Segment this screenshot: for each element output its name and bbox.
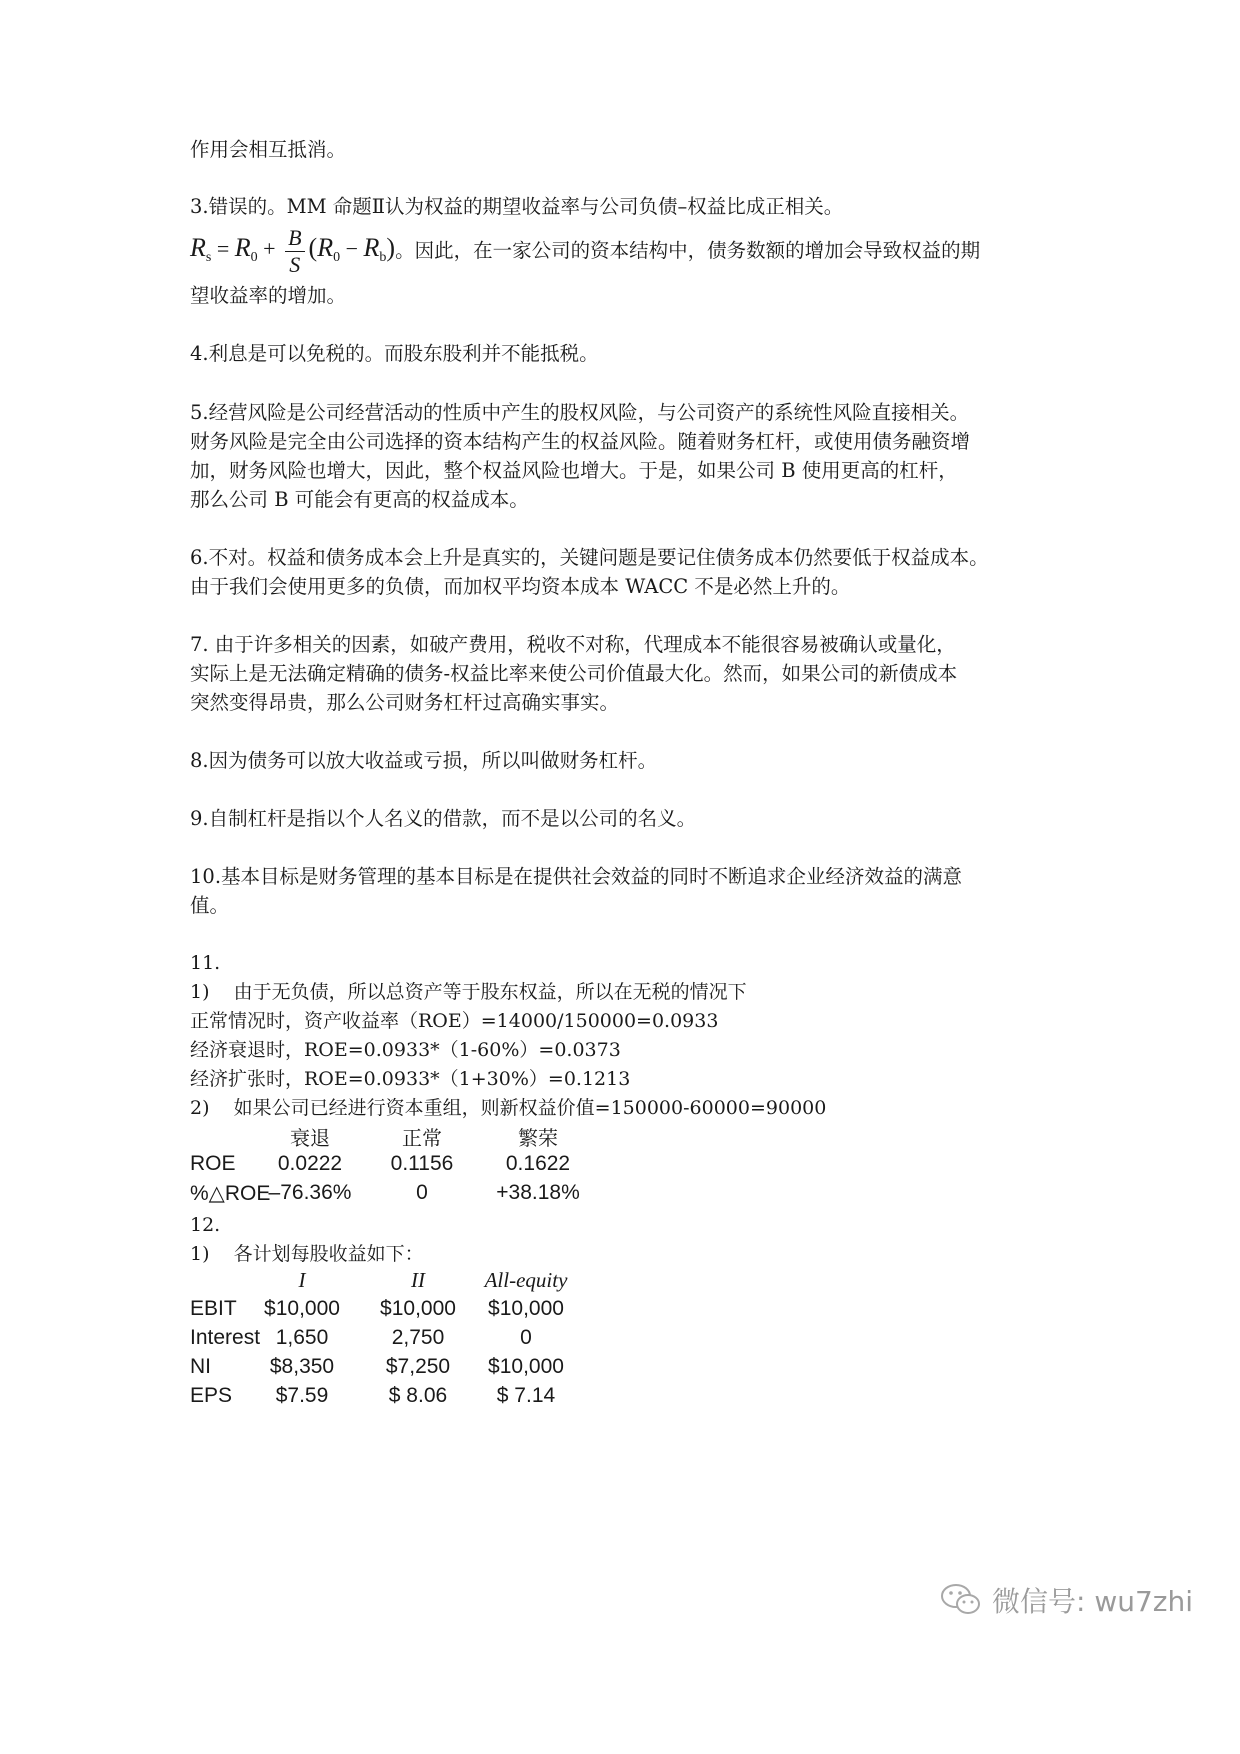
row-label: NI: [190, 1355, 211, 1378]
column-header: 衰退: [290, 1126, 330, 1150]
table-cell: $10,000: [488, 1297, 564, 1320]
answer-3-line-3: 望收益率的增加。: [190, 284, 347, 307]
watermark: [940, 1580, 1193, 1620]
answer-11-item-1: 1) 由于无负债，所以总资产等于股东权益，所以在无税的情况下: [190, 981, 747, 1003]
answer-9: 9.自制杠杆是指以个人名义的借款，而不是以公司的名义。: [190, 807, 697, 830]
table-cell: 0: [416, 1181, 428, 1204]
answer-11-normal: 正常情况时，资产收益率（ROE）=14000/150000=0.0933: [190, 1010, 719, 1032]
row-label: EPS: [190, 1384, 233, 1407]
answer-3-line-1: 3.错误的。MM 命题Ⅱ认为权益的期望收益率与公司负债–权益比成正相关。: [190, 195, 844, 218]
answer-3-line-2-text: 。因此，在一家公司的资本结构中，债务数额的增加会导致权益的期: [395, 239, 981, 262]
answer-12-heading: 12.: [190, 1214, 221, 1236]
row-label: Interest: [190, 1326, 261, 1349]
column-header: All-equity: [484, 1268, 568, 1292]
row-label: ROE: [190, 1152, 236, 1175]
answer-10-line-2: 值。: [190, 894, 230, 917]
table-cell: 0.0222: [277, 1152, 343, 1175]
row-label: EBIT: [190, 1297, 237, 1320]
row-label: %△ROE: [190, 1182, 271, 1205]
table-cell: 0: [520, 1326, 532, 1349]
answer-11-recession: 经济衰退时，ROE=0.0933*（1-60%）=0.0373: [190, 1039, 621, 1061]
answer-5-line-1: 5.经营风险是公司经营活动的性质中产生的股权风险，与公司资产的系统性风险直接相关。: [190, 401, 970, 424]
table-cell: $7,250: [385, 1355, 451, 1378]
answer-7-line-2: 实际上是无法确定精确的债务-权益比率来使公司价值最大化。然而，如果公司的新债成本: [190, 662, 958, 685]
answer-12-item-1: 1) 各计划每股收益如下：: [190, 1243, 424, 1265]
table-cell: 2,750: [391, 1326, 445, 1349]
fraction-b-over-s: $\frac{B}{S}$: [285, 227, 304, 276]
answer-4: 4.利息是可以免税的。而股东股利并不能抵税。: [190, 342, 599, 365]
column-header: 正常: [402, 1126, 442, 1150]
table-cell: 0.1622: [505, 1152, 571, 1175]
table-cell: 1,650: [275, 1326, 329, 1349]
answer-5-line-4: 那么公司 B 可能会有更高的权益成本。: [190, 488, 529, 511]
table-cell: –76.36%: [268, 1181, 352, 1204]
column-header: II: [411, 1268, 425, 1292]
answer-10-line-1: 10.基本目标是财务管理的基本目标是在提供社会效益的同时不断追求企业经济效益的满意: [190, 865, 963, 888]
table-cell: $8,350: [269, 1355, 335, 1378]
answer-8: 8.因为债务可以放大收益或亏损，所以叫做财务杠杆。: [190, 749, 658, 772]
answer-6-line-2: 由于我们会使用更多的负债，而加权平均资本成本 WACC 不是必然上升的。: [190, 575, 851, 598]
answer-3-formula-line: [190, 222, 1070, 280]
table-cell: $10,000: [264, 1297, 340, 1320]
paragraph-continuation: 作用会相互抵消。: [190, 138, 347, 161]
answer-5-line-3: 加，财务风险也增大，因此，整个权益风险也增大。于是，如果公司 B 使用更高的杠杆，: [190, 459, 958, 482]
mm-proposition-2-formula: $R_s = R_0$ + $\frac{B}{S}$ $(R_0 - R_b)$: [190, 224, 396, 277]
table-cell: $7.59: [275, 1384, 329, 1407]
table-cell: $ 7.14: [496, 1384, 556, 1407]
answer-5-line-2: 财务风险是完全由公司选择的资本结构产生的权益风险。随着财务杠杆，或使用债务融资增: [190, 430, 971, 453]
answer-7-line-1: 7. 由于许多相关的因素，如破产费用，税收不对称，代理成本不能很容易被确认或量化，: [190, 633, 956, 656]
watermark-text: 微信号: wu7zhi: [992, 1585, 1194, 1618]
table-cell: $ 8.06: [388, 1384, 448, 1407]
table-cell: +38.18%: [496, 1181, 580, 1204]
answer-6-line-1: 6.不对。权益和债务成本会上升是真实的，关键问题是要记住债务成本仍然要低于权益成本。: [190, 546, 989, 569]
wechat-icon: [940, 1582, 982, 1618]
table-cell: 0.1156: [390, 1152, 454, 1175]
column-header: 繁荣: [518, 1126, 558, 1150]
table-cell: $10,000: [380, 1297, 456, 1320]
answer-11-heading: 11.: [190, 952, 221, 974]
answer-11-item-2: 2) 如果公司已经进行资本重组，则新权益价值=150000-60000=90000: [190, 1097, 827, 1119]
column-header: I: [298, 1268, 306, 1292]
answer-7-line-3: 突然变得昂贵，那么公司财务杠杆过高确实事实。: [190, 691, 620, 714]
answer-11-expansion: 经济扩张时，ROE=0.0933*（1+30%）=0.1213: [190, 1068, 631, 1090]
table-cell: $10,000: [488, 1355, 564, 1378]
